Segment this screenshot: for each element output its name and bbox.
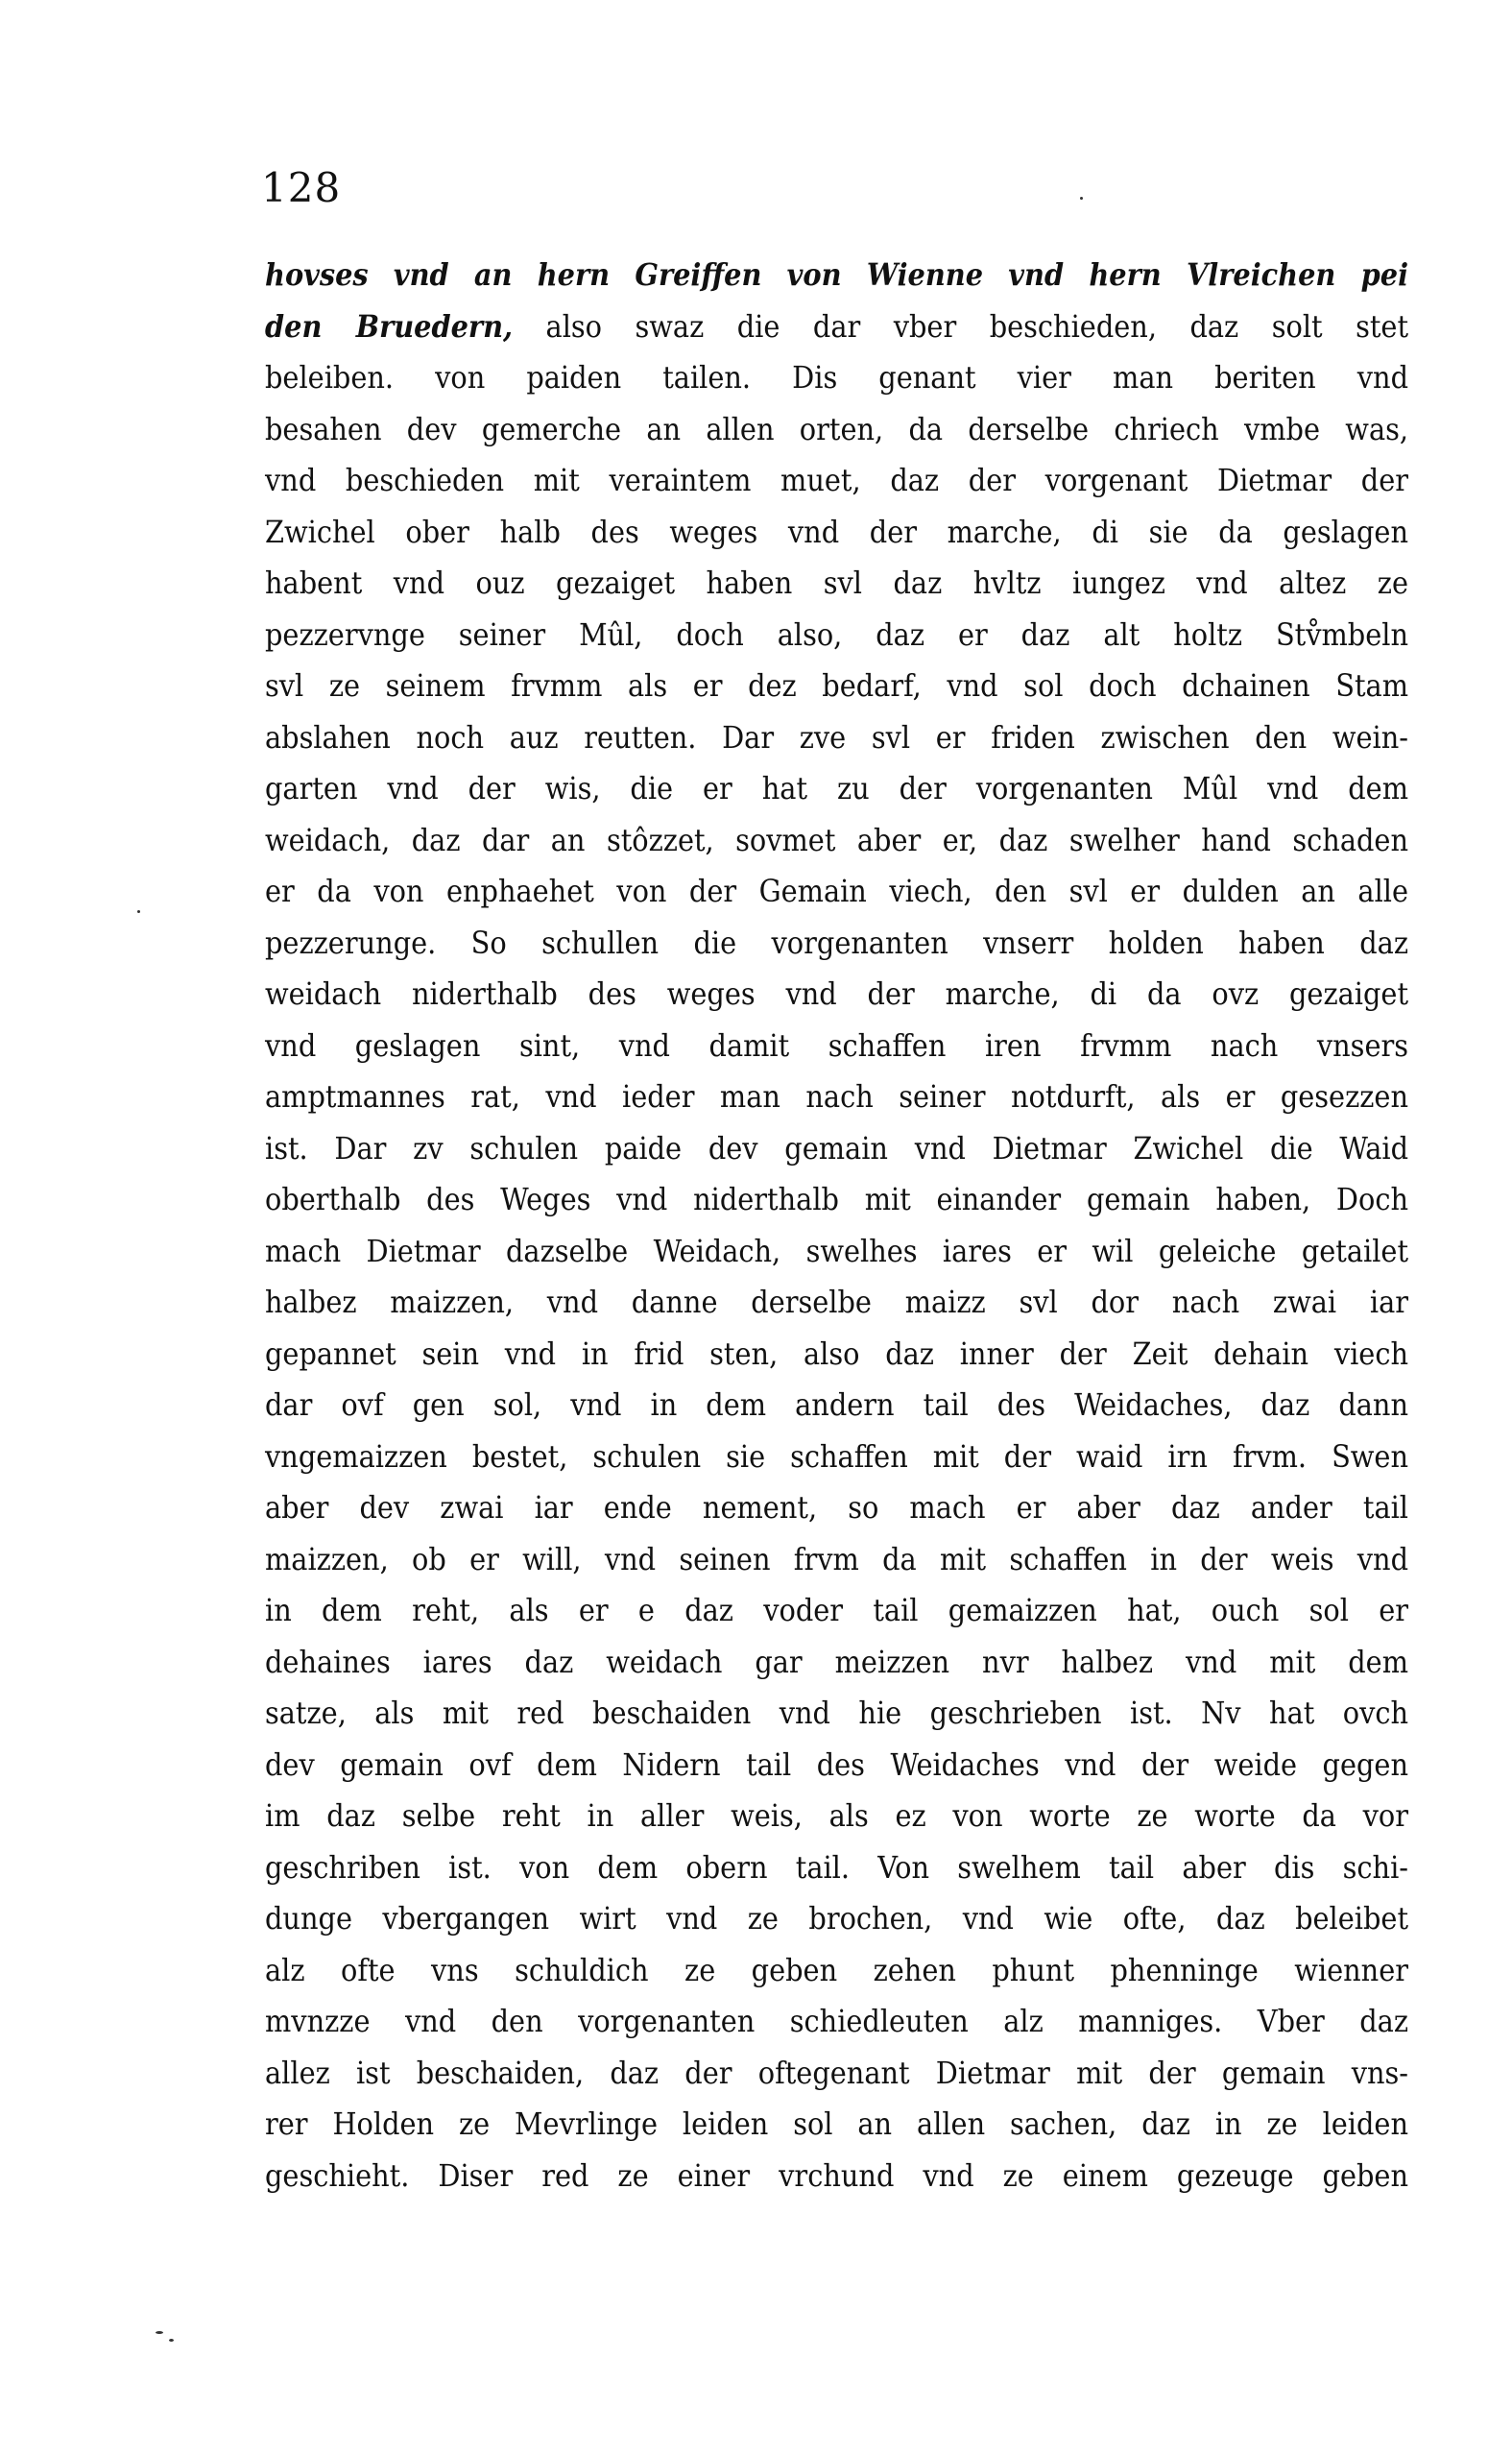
body-text	[265, 250, 1408, 2201]
text-line	[265, 1945, 1408, 1997]
text-line	[265, 763, 1408, 815]
text-line	[265, 352, 1408, 404]
text-line	[265, 1585, 1408, 1637]
roman-text: dunge vbergangen wirt vnd ze brochen, vnd wie ofte, daz beleibet	[265, 1900, 1408, 1937]
roman-text: dev gemain ovf dem Nidern tail des Weidaches vnd der weide gegen	[265, 1745, 1408, 1783]
roman-text: abslahen noch auz reutten. Dar zve svl er friden zwischen den wein-	[265, 718, 1408, 756]
text-line	[265, 969, 1408, 1021]
text-line	[265, 2151, 1408, 2202]
roman-text: Zwichel ober halb des weges vnd der marche, di sie da geslagen	[265, 513, 1408, 550]
roman-text: vnd beschieden mit veraintem muet, daz der vorgenant Dietmar der	[265, 462, 1408, 498]
roman-text: pezzerunge. So schullen die vorgenanten vnserr holden haben daz	[265, 924, 1408, 961]
text-line	[265, 301, 1408, 353]
roman-text: besahen dev gemerche an allen orten, da derselbe chriech vmbe was,	[265, 410, 1408, 447]
roman-text: gepannet sein vnd in frid sten, also daz inner der Zeit dehain viech	[265, 1335, 1408, 1372]
italic-text: den Bruedern,	[265, 307, 514, 345]
text-line	[265, 507, 1408, 559]
text-line	[265, 1174, 1408, 1226]
text-line	[265, 404, 1408, 456]
roman-text: geschriben ist. von dem obern tail. Von swelhem tail aber dis schi-	[265, 1848, 1408, 1886]
roman-text: geschieht. Diser red ze einer vrchund vnd ze einem gezeuge geben	[265, 2156, 1408, 2194]
roman-text: pezzervnge seiner Mûl, doch also, daz er daz alt holtz Stv̊mbeln	[265, 615, 1408, 653]
text-line	[265, 866, 1408, 918]
text-line	[265, 1688, 1408, 1740]
print-speck	[1080, 197, 1083, 200]
text-line	[265, 815, 1408, 867]
roman-text: vnd geslagen sint, vnd damit schaffen iren frvmm nach vnsers	[265, 1026, 1408, 1064]
roman-text: alz ofte vns schuldich ze geben zehen phunt phenninge wienner	[265, 1951, 1408, 1988]
italic-text: hovses vnd an hern Greiffen von Wienne vnd hern Vlreichen pei	[265, 256, 1408, 293]
text-line	[265, 250, 1408, 301]
roman-text: maizzen, ob er will, vnd seinen frvm da mit schaffen in der weis vnd	[265, 1540, 1408, 1577]
text-line	[265, 455, 1408, 507]
roman-text: satze, als mit red beschaiden vnd hie geschrieben ist. Nv hat ovch	[265, 1695, 1408, 1731]
print-speck	[156, 2331, 163, 2334]
text-line	[265, 610, 1408, 662]
roman-text: halbez maizzen, vnd danne derselbe maizz svl dor nach zwai iar	[265, 1284, 1408, 1320]
text-line	[265, 1123, 1408, 1175]
roman-text: garten vnd der wis, die er hat zu der vorgenanten Mûl vnd dem	[265, 770, 1408, 806]
roman-text: dehaines iares daz weidach gar meizzen nvr halbez vnd mit dem	[265, 1643, 1408, 1680]
roman-text: weidach niderthalb des weges vnd der marche, di da ovz gezaiget	[265, 975, 1408, 1012]
print-speck	[137, 910, 140, 913]
roman-text: vngemaizzen bestet, schulen sie schaffen mit der waid irn frvm. Swen	[265, 1437, 1408, 1475]
roman-text: mvnzze vnd den vorgenanten schiedleuten alz manniges. Vber daz	[265, 2003, 1408, 2039]
text-line	[265, 1021, 1408, 1072]
text-line	[265, 2099, 1408, 2151]
text-line	[265, 1277, 1408, 1329]
text-line	[265, 661, 1408, 712]
roman-text: amptmannes rat, vnd ieder man nach seiner notdurft, als er gesezzen	[265, 1078, 1408, 1115]
roman-text: allez ist beschaiden, daz der oftegenant Dietmar mit der gemain vns-	[265, 2054, 1408, 2091]
roman-text: oberthalb des Weges vnd niderthalb mit einander gemain haben, Doch	[265, 1181, 1408, 1217]
roman-text: im daz selbe reht in aller weis, als ez von worte ze worte da vor	[265, 1797, 1408, 1834]
print-speck	[169, 2339, 174, 2342]
page-number: 128	[261, 164, 342, 211]
text-line	[265, 1432, 1408, 1483]
text-line	[265, 1996, 1408, 2048]
text-line	[265, 1329, 1408, 1381]
text-line	[265, 1534, 1408, 1586]
text-line	[265, 1226, 1408, 1278]
text-line	[265, 1482, 1408, 1534]
text-line	[265, 1380, 1408, 1432]
text-line	[265, 1637, 1408, 1689]
roman-text: beleiben. von paiden tailen. Dis genant vier man beriten vnd	[265, 359, 1408, 396]
roman-text: mach Dietmar dazselbe Weidach, swelhes iares er wil geleiche getailet	[265, 1232, 1408, 1269]
text-line	[265, 1791, 1408, 1842]
roman-text: svl ze seinem frvmm als er dez bedarf, vnd sol doch dchainen Stam	[265, 667, 1408, 704]
roman-text: aber dev zwai iar ende nement, so mach er aber daz ander tail	[265, 1489, 1408, 1526]
roman-text: also swaz die dar vber beschieden, daz solt stet	[513, 307, 1409, 345]
text-line	[265, 1740, 1408, 1792]
text-line	[265, 918, 1408, 970]
text-line	[265, 2048, 1408, 2100]
roman-text: dar ovf gen sol, vnd in dem andern tail des Weidaches, daz dann	[265, 1386, 1408, 1423]
roman-text: in dem reht, als er e daz voder tail gemaizzen hat, ouch sol er	[265, 1592, 1408, 1628]
text-line	[265, 558, 1408, 610]
roman-text: ist. Dar zv schulen paide dev gemain vnd Dietmar Zwichel die Waid	[265, 1129, 1408, 1167]
text-line	[265, 712, 1408, 764]
text-line	[265, 1893, 1408, 1945]
text-line	[265, 1842, 1408, 1894]
roman-text: er da von enphaehet von der Gemain viech, den svl er dulden an alle	[265, 873, 1408, 909]
roman-text: rer Holden ze Mevrlinge leiden sol an allen sachen, daz in ze leiden	[265, 2105, 1408, 2142]
roman-text: weidach, daz dar an stôzzet, sovmet aber er, daz swelher hand schaden	[265, 821, 1408, 858]
roman-text: habent vnd ouz gezaiget haben svl daz hvltz iungez vnd altez ze	[265, 565, 1408, 601]
text-line	[265, 1071, 1408, 1123]
